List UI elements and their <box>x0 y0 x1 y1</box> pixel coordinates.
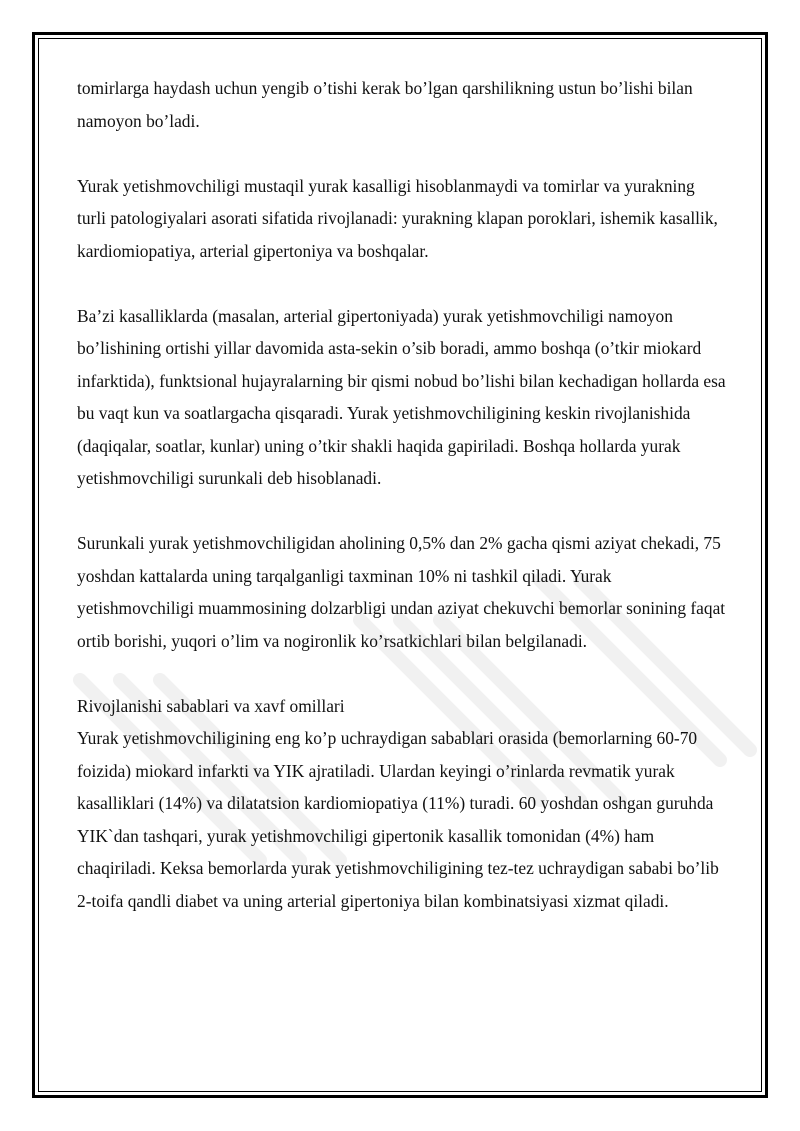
document-body <box>77 72 727 917</box>
paragraph-4: Surunkali yurak yetishmovchiligidan aholining 0,5% dan 2% gacha qismi aziyat chekadi, 75 yoshdan kattalarda uning tarqalganligi taxminan 10% ni tashkil qiladi. Yurak yetishmovchiligi muammosining dolzarbligi undan aziyat chekuvchi bemorlar sonining faqat ortib borishi, yuqori o’lim va nogironlik ko’rsatkichlari bilan belgilanadi. <box>77 533 726 651</box>
paragraph-1: tomirlarga haydash uchun yengib o’tishi kerak bo’lgan qarshilikning ustun bo’lishi bilan namoyon bo’ladi. <box>77 78 693 131</box>
paragraph-3: Ba’zi kasalliklarda (masalan, arterial gipertoniyada) yurak yetishmovchiligi namoyon bo’lishining ortishi yillar davomida asta-sekin o’sib boradi, ammo boshqa (o’tkir miokard infarktida), funktsional hujayralarning bir qismi nobud bo’lishi bilan kechadigan hollarda esa bu vaqt kun va soatlargacha qisqaradi. Yurak yetishmovchiligining keskin rivojlanishida (daqiqalar, soatlar, kunlar) uning o’tkir shakli haqida gapiriladi. Boshqa hollarda yurak yetishmovchiligi surunkali deb hisoblanadi. <box>77 305 726 488</box>
paragraph-2: Yurak yetishmovchiligi mustaqil yurak kasalligi hisoblanmaydi va tomirlar va yurakning turli patologiyalari asorati sifatida rivojlanadi: yurakning klapan poroklari, ishemik kasallik, kardiomiopatiya, arterial gipertoniya va boshqalar. <box>77 175 718 261</box>
section-paragraph: Yurak yetishmovchiligining eng ko’p uchraydigan sabablari orasida (bemorlarning 60-70 foizida) miokard infarkti va YIK ajratiladi. Ulardan keyingi o’rinlarda revmatik yurak kasalliklari (14%) va dilatatsion kardiomiopatiya (11%) turadi. 60 yoshdan oshgan guruhda YIK`dan tashqari, yurak yetishmovchiligi gipertonik kasallik tomonidan (4%) ham chaqiriladi. Keksa bemorlarda yurak yetishmovchiligining tez-tez uchraydigan sababi bo’lib 2-toifa qandli diabet va uning arterial gipertoniya bilan kombinatsiyasi xizmat qiladi. <box>77 728 719 911</box>
section-heading: Rivojlanishi sabablari va xavf omillari <box>77 695 345 716</box>
